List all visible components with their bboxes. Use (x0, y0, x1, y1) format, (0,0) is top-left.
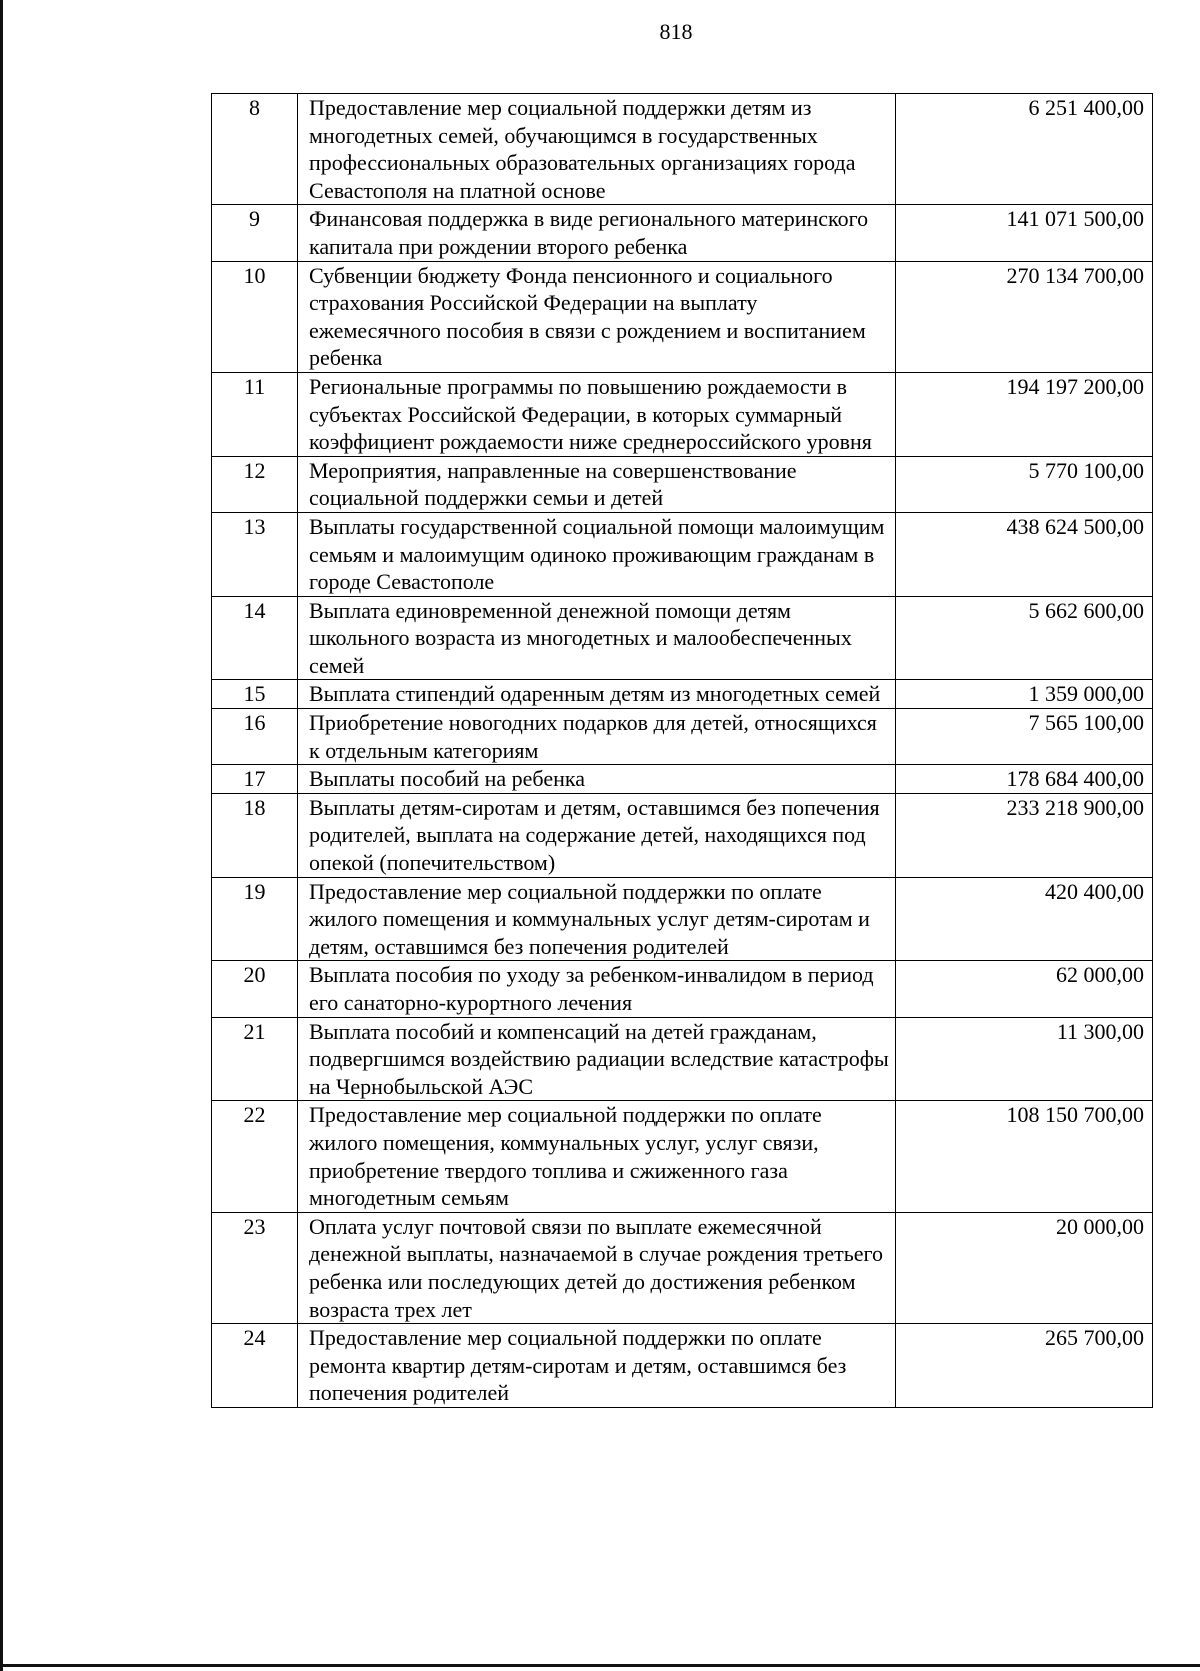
table-row (212, 765, 1153, 794)
row-description: Выплата пособия по уходу за ребенком-инвалидом в период его санаторно-курортного лечения (298, 961, 896, 1017)
row-amount: 20 000,00 (896, 1212, 1153, 1323)
row-number: 21 (212, 1017, 298, 1101)
row-number: 20 (212, 961, 298, 1017)
row-description: Выплаты детям-сиротам и детям, оставшимся без попечения родителей, выплата на содержание детей, находящихся под опекой (попечительством) (298, 793, 896, 877)
table-row (212, 205, 1153, 261)
row-description: Предоставление мер социальной поддержки по оплате ремонта квартир детям-сиротам и детям, оставшимся без попечения родителей (298, 1324, 896, 1408)
table-row (212, 596, 1153, 680)
row-amount: 233 218 900,00 (896, 793, 1153, 877)
table-row (212, 261, 1153, 372)
page-number: 818 (659, 19, 693, 44)
row-description: Предоставление мер социальной поддержки по оплате жилого помещения и коммунальных услуг детям-сиротам и детям, оставшимся без попечения родителей (298, 877, 896, 961)
table-row (212, 94, 1153, 205)
row-amount: 108 150 700,00 (896, 1101, 1153, 1212)
row-number: 19 (212, 877, 298, 961)
row-number: 24 (212, 1324, 298, 1408)
row-number: 12 (212, 456, 298, 512)
table-row (212, 512, 1153, 596)
table-row (212, 793, 1153, 877)
row-amount: 265 700,00 (896, 1324, 1153, 1408)
table-row (212, 456, 1153, 512)
row-number: 18 (212, 793, 298, 877)
row-number: 17 (212, 765, 298, 794)
row-amount: 141 071 500,00 (896, 205, 1153, 261)
row-amount: 1 359 000,00 (896, 680, 1153, 709)
row-amount: 178 684 400,00 (896, 765, 1153, 794)
row-description: Оплата услуг почтовой связи по выплате ежемесячной денежной выплаты, назначаемой в случае рождения третьего ребенка или последующих детей до достижения ребенком возраста трех лет (298, 1212, 896, 1323)
table-row (212, 372, 1153, 456)
row-number: 22 (212, 1101, 298, 1212)
table-row (212, 1017, 1153, 1101)
row-description: Финансовая поддержка в виде регионального материнского капитала при рождении второго ребенка (298, 205, 896, 261)
table-row (212, 680, 1153, 709)
row-description: Субвенции бюджету Фонда пенсионного и социального страхования Российской Федерации на выплату ежемесячного пособия в связи с рождением и воспитанием ребенка (298, 261, 896, 372)
row-description: Выплата пособий и компенсаций на детей гражданам, подвергшимся воздействию радиации вследствие катастрофы на Чернобыльской АЭС (298, 1017, 896, 1101)
row-description: Предоставление мер социальной поддержки детям из многодетных семей, обучающимся в государственных профессиональных образовательных организациях города Севастополя на платной основе (298, 94, 896, 205)
row-number: 13 (212, 512, 298, 596)
row-amount: 7 565 100,00 (896, 709, 1153, 765)
row-number: 9 (212, 205, 298, 261)
row-amount: 11 300,00 (896, 1017, 1153, 1101)
row-number: 11 (212, 372, 298, 456)
row-amount: 5 770 100,00 (896, 456, 1153, 512)
row-amount: 438 624 500,00 (896, 512, 1153, 596)
row-number: 14 (212, 596, 298, 680)
row-description: Выплаты пособий на ребенка (298, 765, 896, 794)
row-amount: 270 134 700,00 (896, 261, 1153, 372)
row-description: Предоставление мер социальной поддержки по оплате жилого помещения, коммунальных услуг, услуг связи, приобретение твердого топлива и сжиженного газа многодетным семьям (298, 1101, 896, 1212)
row-number: 23 (212, 1212, 298, 1323)
row-amount: 62 000,00 (896, 961, 1153, 1017)
table-row (212, 1101, 1153, 1212)
row-description: Выплата единовременной денежной помощи детям школьного возраста из многодетных и малообеспеченных семей (298, 596, 896, 680)
row-description: Выплата стипендий одаренным детям из многодетных семей (298, 680, 896, 709)
row-amount: 5 662 600,00 (896, 596, 1153, 680)
row-number: 15 (212, 680, 298, 709)
table-row (212, 961, 1153, 1017)
row-description: Приобретение новогодних подарков для детей, относящихся к отдельным категориям (298, 709, 896, 765)
row-description: Выплаты государственной социальной помощи малоимущим семьям и малоимущим одиноко проживающим гражданам в городе Севастополе (298, 512, 896, 596)
table-row (212, 1324, 1153, 1408)
row-description: Региональные программы по повышению рождаемости в субъектах Российской Федерации, в которых суммарный коэффициент рождаемости ниже среднероссийского уровня (298, 372, 896, 456)
row-amount: 420 400,00 (896, 877, 1153, 961)
table-row (212, 709, 1153, 765)
table-row (212, 877, 1153, 961)
budget-table-body (212, 94, 1153, 1408)
row-description: Мероприятия, направленные на совершенствование социальной поддержки семьи и детей (298, 456, 896, 512)
row-number: 8 (212, 94, 298, 205)
row-amount: 6 251 400,00 (896, 94, 1153, 205)
row-number: 10 (212, 261, 298, 372)
row-amount: 194 197 200,00 (896, 372, 1153, 456)
page-edge-left (0, 0, 3, 1671)
table-row (212, 1212, 1153, 1323)
budget-table (211, 93, 1153, 1408)
page-edge-bottom (0, 1664, 1200, 1667)
row-number: 16 (212, 709, 298, 765)
